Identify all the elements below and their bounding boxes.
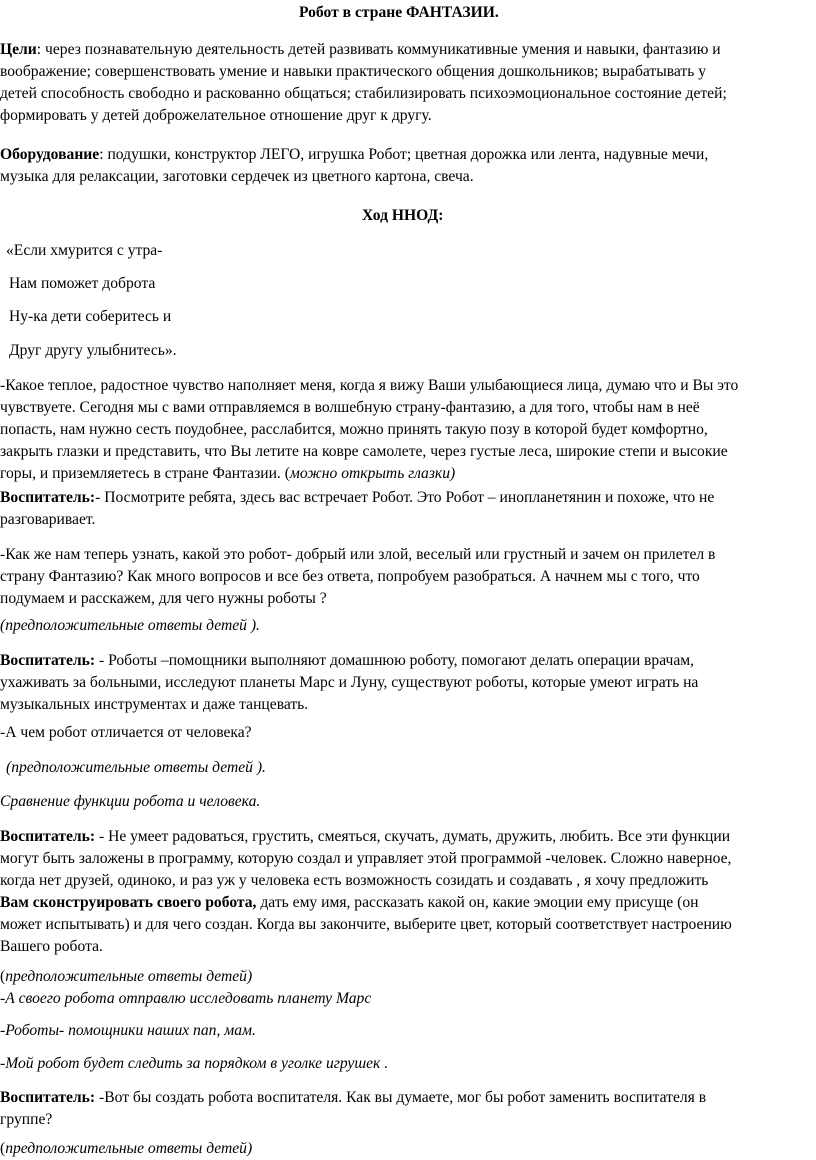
intro-line (0, 463, 455, 485)
teacher-line: Вашего робота. (0, 938, 103, 955)
teacher-text: - Посмотрите ребята, здесь вас встречает Робот. Это Робот – инопланетянин и похоже, что не (95, 489, 715, 506)
teacher-line: музыкальных инструментах и даже танцевать. (0, 696, 309, 713)
goals-line: детей способность свободно и раскованно общаться; стабилизировать психоэмоциональное состояние детей; (0, 85, 727, 102)
answers-text: предположительные ответы детей) (5, 968, 253, 985)
teacher-line (0, 487, 714, 509)
teacher-label: Воспитатель: (0, 652, 96, 669)
goals-line: формировать у детей доброжелательное отношение друг к другу. (0, 107, 432, 124)
bold-phrase: Вам сконструировать своего робота, (0, 894, 257, 911)
child-answer: -Роботы- помощники наших пап, мам. (0, 1022, 256, 1039)
equipment-line (0, 144, 708, 166)
teacher-line: группе? (0, 1111, 53, 1128)
teacher-label: Воспитатель: (0, 1089, 96, 1106)
paren: ( (0, 1140, 6, 1157)
question-line: -Как же нам теперь узнать, какой это робот- добрый или злой, веселый или грустный и зачем он прилетел в (0, 546, 716, 563)
question-line: -А чем робот отличается от человека? (0, 724, 252, 741)
equipment-label: Оборудование (0, 146, 100, 163)
child-answer: -А своего робота отправлю исследовать планету Марс (0, 990, 372, 1007)
stage-direction: можно открыть глазки) (289, 465, 456, 482)
intro-text: горы, и приземляетесь в стране Фантазии. ( (0, 465, 290, 482)
intro-line: попасть, нам нужно сесть поудобнее, расслабится, можно принять такую позу в которой будет комфортно, (0, 421, 708, 438)
document-title: Робот в стране ФАНТАЗИИ. (299, 4, 499, 21)
question-line: подумаем и расскажем, для чего нужны роботы ? (0, 590, 327, 607)
poem-line: Нам поможет доброта (9, 275, 156, 292)
answers-text: предположительные ответы детей) (5, 1140, 253, 1157)
intro-line: -Какое теплое, радостное чувство наполняет меня, когда я вижу Ваши улыбающиеся лица, думаю что и Вы это (0, 377, 739, 394)
poem-line: «Если хмурится с утра- (6, 242, 163, 259)
teacher-line: могут быть заложены в программу, которую создал и управляет этой программой -человек. Сложно наверное, (0, 850, 732, 867)
intro-line: чувствуете. Сегодня мы с вами отправляемся в волшебную страну-фантазию, а для того, чтобы нам в неё (0, 399, 700, 416)
teacher-line: ухаживать за больными, исследуют планеты Марс и Луну, существуют роботы, которые умеют играть на (0, 674, 699, 691)
teacher-line (0, 892, 698, 914)
paren: ( (0, 968, 6, 985)
goals-label: Цели (0, 41, 37, 58)
question-line: страну Фантазию? Как много вопросов и все без ответа, попробуем разобраться. А начнем мы с того, что (0, 568, 700, 585)
expected-answers (0, 966, 252, 988)
teacher-line (0, 1087, 706, 1109)
teacher-line: разговаривает. (0, 511, 96, 528)
goals-line (0, 39, 721, 61)
teacher-text: - Не умеет радоваться, грустить, смеяться, скучать, думать, дружить, любить. Все эти функции (95, 828, 731, 845)
teacher-line: когда нет друзей, одиноко, и раз уж у человека есть возможность созидать и создавать , я хочу предложить (0, 872, 709, 889)
goals-text: : через познавательную деятельность детей развивать коммуникативные умения и навыки, фантазию и (36, 41, 721, 58)
teacher-label: Воспитатель: (0, 489, 96, 506)
teacher-line: может испытывать) и для чего создан. Когда вы закончите, выберите цвет, который соответствует настроению (0, 916, 732, 933)
equipment-line: музыка для релаксации, заготовки сердечек из цветного картона, свеча. (0, 168, 474, 185)
intro-line: закрыть глазки и представить, что Вы летите на ковре самолете, через густые леса, широкие степи и высокие (0, 443, 728, 460)
progress-heading: Ход ННОД: (362, 207, 444, 224)
equipment-text: : подушки, конструктор ЛЕГО, игрушка Робот; цветная дорожка или лента, надувные мечи, (99, 146, 709, 163)
goals-line: воображение; совершенствовать умение и навыки практического общения дошкольников; вырабатывать у (0, 63, 707, 80)
poem-line: Друг другу улыбнитесь». (9, 342, 177, 359)
teacher-label: Воспитатель: (0, 828, 96, 845)
teacher-line (0, 826, 730, 848)
teacher-text: дать ему имя, рассказать какой он, какие эмоции ему присуще (он (256, 894, 699, 911)
poem-line: Ну-ка дети соберитесь и (9, 308, 172, 325)
teacher-text: -Вот бы создать робота воспитателя. Как вы думаете, мог бы робот заменить воспитателя в (95, 1089, 707, 1106)
child-answer: -Мой робот будет следить за порядком в уголке игрушек . (0, 1055, 389, 1072)
expected-answers: (предположительные ответы детей ). (6, 759, 266, 776)
expected-answers: (предположительные ответы детей ). (0, 617, 260, 634)
teacher-line (0, 650, 694, 672)
comparison-note: Сравнение функции робота и человека. (0, 793, 261, 810)
teacher-text: - Роботы –помощники выполняют домашнюю роботу, помогают делать операции врачам, (95, 652, 695, 669)
